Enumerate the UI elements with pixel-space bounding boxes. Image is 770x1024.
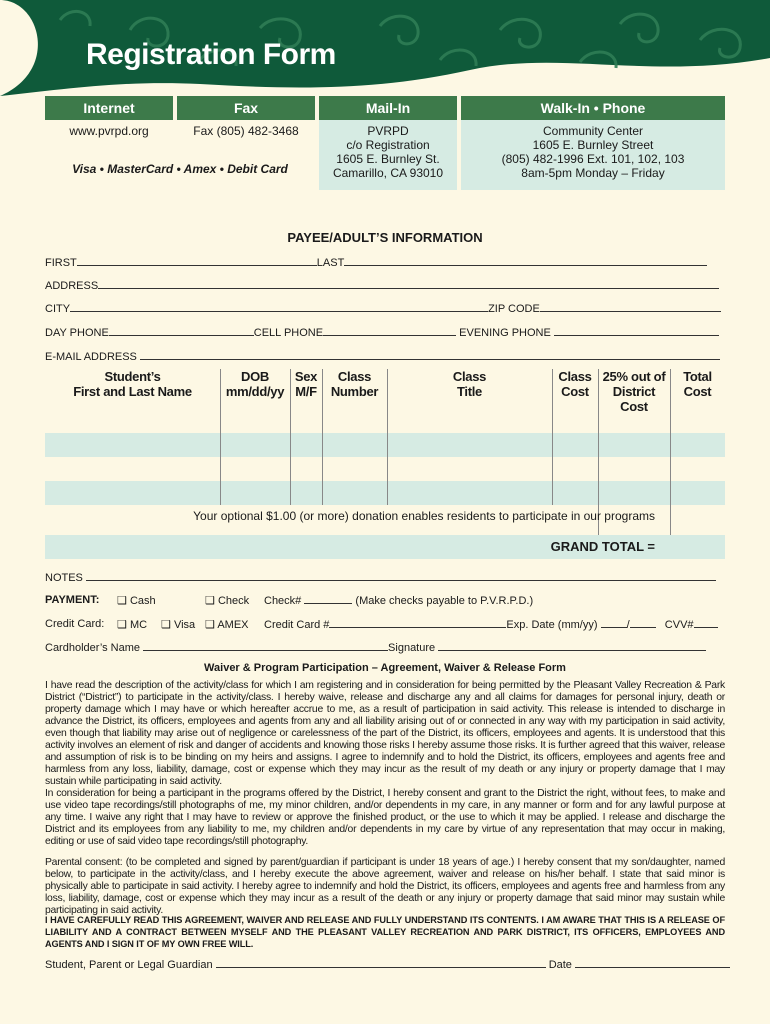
address-field[interactable] — [98, 279, 719, 289]
cardholder-name-field[interactable] — [143, 641, 388, 651]
cash-label: Cash — [129, 595, 156, 607]
internet-header: Internet — [45, 96, 173, 120]
internet-info — [45, 120, 173, 190]
first-name-field[interactable] — [77, 256, 317, 266]
district-cost-header: 25% out of District Cost — [602, 369, 666, 414]
mail-line: Camarillo, CA 93010 — [332, 166, 444, 180]
column-divider — [387, 369, 388, 505]
email-line — [45, 350, 718, 364]
name-line — [45, 256, 718, 270]
address-line — [45, 279, 718, 293]
walk-in-line: Community Center — [542, 124, 644, 138]
day-phone-label: DAY PHONE — [45, 327, 109, 339]
exp-month-field[interactable] — [601, 618, 627, 628]
exp-year-field[interactable] — [630, 618, 656, 628]
walk-in-info — [461, 120, 725, 190]
guardian-signature-line — [45, 958, 718, 972]
mc-label: MC — [129, 619, 148, 631]
cardholder-label: Cardholder’s Name — [45, 642, 140, 654]
email-field[interactable] — [140, 350, 720, 360]
cell-phone-field[interactable] — [323, 326, 456, 336]
date-field[interactable] — [575, 958, 730, 968]
check-payable-note: (Make checks payable to P.V.R.P.D.) — [355, 595, 534, 607]
student-name-header: Student’s First and Last Name — [73, 369, 192, 399]
city-field[interactable] — [70, 302, 488, 312]
phone-line — [45, 326, 718, 340]
fax-number: Fax (805) 482-3468 — [193, 124, 299, 138]
amex-option[interactable] — [205, 618, 249, 631]
walk-in-line: 1605 E. Burnley Street — [532, 138, 654, 152]
last-label: LAST — [316, 257, 345, 269]
total-cost-header: Total Cost — [683, 369, 712, 399]
column-divider — [670, 369, 671, 559]
signature-label: Signature — [388, 642, 436, 654]
first-label: FIRST — [45, 257, 77, 269]
payee-section-title: PAYEE/ADULT’S INFORMATION — [287, 230, 483, 245]
city-label: CITY — [45, 303, 71, 315]
mail-in-info — [319, 120, 457, 190]
table-row[interactable] — [45, 457, 725, 481]
notes-line — [45, 571, 718, 585]
waiver-paragraph: I have read the description of the activity/class for which I am registering and in consideration for being permitted by the Pleasant Valley Recreation & Park District (“District”) to participate in the activity/class. I hereby waive, release and discharge any and all claims for damages for personal injury, death or property damage which I may have or which hereafter accrue to me, as a result of participation in said activity. This release is intended to discharge in advance the District, its officers, employees and agents from any and all liability arising out of or connected in any way with my participation in said activity, even though that liability may arise out of negligence or carelessness of the part of the District, its officers, employees and agents. It is understood that this activity involves an element of risk and danger of accidents and knowing those risks I hereby assume those risks. It is further agreed that this waiver, release and assumption of risk is to be binding on my heirs and assigns. I agree to indemnify and to hold the District, its officers, employees and agents free and harmless from any loss, liability, damage, cost or expense which they may incur as the result of my death or any injury or property damage that I may sustain while participating in said activity. — [45, 680, 725, 787]
guardian-signature-field[interactable] — [216, 958, 546, 968]
check-option[interactable] — [205, 594, 249, 607]
column-divider — [322, 369, 323, 505]
payment-label: PAYMENT: — [45, 594, 100, 606]
email-label: E-MAIL ADDRESS — [45, 351, 137, 363]
cell-phone-label: CELL PHONE — [253, 327, 324, 339]
visa-label: Visa — [173, 619, 196, 631]
column-divider — [290, 369, 291, 505]
header-banner — [0, 0, 770, 96]
donation-note: Your optional $1.00 (or more) donation enables residents to participate in our programs — [193, 509, 655, 523]
form-title: Registration Form — [86, 38, 336, 71]
column-divider — [220, 369, 221, 505]
grand-total-label: GRAND TOTAL = — [550, 539, 655, 554]
notes-label: NOTES — [45, 572, 83, 584]
signature-field[interactable] — [438, 641, 706, 651]
mail-line: PVRPD — [367, 124, 409, 138]
walk-in-phone-header: Walk-In • Phone — [461, 96, 725, 120]
card-number-label: Credit Card # — [264, 619, 330, 631]
mc-option[interactable] — [117, 618, 147, 631]
sex-header: Sex M/F — [294, 369, 318, 399]
class-cost-header: Class Cost — [558, 369, 592, 399]
table-row[interactable] — [45, 433, 725, 457]
day-phone-field[interactable] — [109, 326, 254, 336]
zip-label: ZIP CODE — [488, 303, 540, 315]
cvv-label: CVV# — [664, 619, 694, 631]
photo-release-paragraph: In consideration for being a participant in the programs offered by the District, I hereby consent and grant to the District the right, without fees, to make and use video tape recordings/still photographs of me, my minor children, and/or dependents in my care, in any manner or form and for any lawful purpose at any time. I waive any right that I may have to review or approve the finished product, or the use to which it may be applied. I release and discharge the District and its employees from any liability to me, my children and/or dependents in my care by virtue of any representation that may occur in making, editing or use of said video tape recordings/still photography. — [45, 788, 725, 847]
fax-info — [177, 120, 315, 190]
zip-field[interactable] — [540, 302, 721, 312]
visa-option[interactable] — [161, 618, 195, 631]
cvv-field[interactable] — [694, 618, 718, 628]
check-number — [264, 594, 533, 607]
class-number-header: Class Number — [330, 369, 379, 399]
last-name-field[interactable] — [344, 256, 707, 266]
mail-in-header: Mail-In — [319, 96, 457, 120]
checkbox-icon: ❑ — [205, 595, 215, 607]
mail-line: c/o Registration — [346, 138, 430, 152]
table-row[interactable] — [45, 481, 725, 505]
amex-label: AMEX — [217, 619, 249, 631]
mail-line: 1605 E. Burnley St. — [336, 152, 440, 166]
credit-card-label: Credit Card: — [45, 618, 105, 630]
evening-phone-field[interactable] — [554, 326, 719, 336]
acknowledgement-paragraph: I HAVE CAREFULLY READ THIS AGREEMENT, WAIVER AND RELEASE AND FULLY UNDERSTAND ITS CONTENTS. I AM AWARE THAT THIS IS A RELEASE OF LIABILITY AND A CONTRACT BETWEEN MYSELF AND THE PLEASANT VALLEY RECREATION AND PARK DISTRICT, ITS OFFICERS, EMPLOYEES AND AGENTS AND I SIGN IT OF MY OWN FREE WILL. — [45, 915, 725, 949]
class-title-header: Class Title — [452, 369, 487, 399]
payment-line — [45, 594, 718, 608]
check-number-label: Check# — [264, 595, 302, 607]
cardholder-line — [45, 641, 718, 655]
city-line — [45, 302, 718, 316]
check-label: Check — [217, 595, 250, 607]
checkbox-icon: ❑ — [161, 619, 171, 631]
parental-consent-paragraph: Parental consent: (to be completed and signed by parent/guardian if participant is under 18 years of age.) I hereby consent that my son/daughter, named below, to participate in the activity/class, and I hereby execute the above agreement, waiver and release on his/her behalf. I state that said minor is physically able to participate in said activity. I hereby agree to indemnify and hold the District, its officers, employees and agents free and harmless from any loss, liability, damage, cost or expense which they may incur as a result of the death or any injury or property damage that said minor may sustain while participating in said activity. — [45, 857, 725, 916]
card-number-field[interactable] — [329, 618, 506, 628]
walk-in-line: (805) 482-1996 Ext. 101, 102, 103 — [501, 152, 685, 166]
dob-header: DOB mm/dd/yy — [225, 369, 285, 399]
checkbox-icon: ❑ — [205, 619, 215, 631]
guardian-label: Student, Parent or Legal Guardian — [45, 959, 213, 971]
cash-option[interactable] — [117, 594, 156, 607]
website-link[interactable]: www.pvrpd.org — [69, 124, 149, 138]
exp-date-label: Exp. Date (mm/yy) — [506, 619, 598, 631]
fax-header: Fax — [177, 96, 315, 120]
column-divider — [552, 369, 553, 505]
card-number: Credit Card # Exp. Date (mm/yy) / CVV# — [264, 618, 718, 631]
check-number-field[interactable] — [304, 594, 352, 604]
registration-methods — [45, 96, 725, 192]
evening-phone-label: EVENING PHONE — [459, 327, 551, 339]
walk-in-line: 8am-5pm Monday – Friday — [521, 166, 665, 180]
credit-card-line — [45, 618, 718, 632]
notes-field[interactable] — [86, 571, 716, 581]
grand-total-row — [45, 535, 725, 559]
checkbox-icon: ❑ — [117, 595, 127, 607]
checkbox-icon: ❑ — [117, 619, 127, 631]
address-label: ADDRESS — [45, 280, 99, 292]
date-label: Date — [548, 959, 572, 971]
waiver-title: Waiver & Program Participation – Agreement, Waiver & Release Form — [204, 662, 566, 674]
accepted-cards: Visa • MasterCard • Amex • Debit Card — [72, 162, 288, 176]
